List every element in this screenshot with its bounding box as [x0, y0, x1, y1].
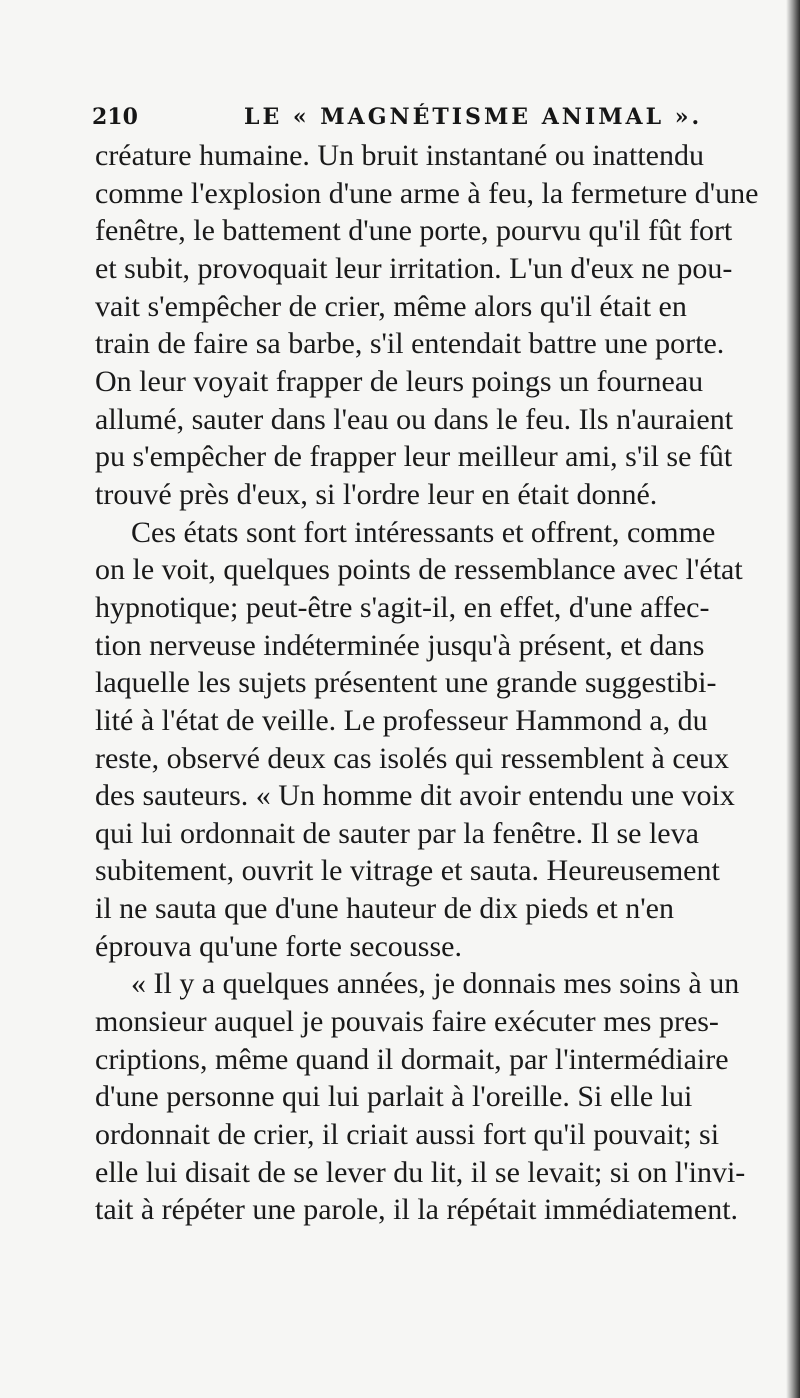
text-line: fenêtre, le battement d'une porte, pourvu qu'il fût fort [95, 214, 733, 248]
text-line: elle lui disait de se lever du lit, il se levait; si on l'invi- [95, 1155, 746, 1189]
text-line: pu s'empêcher de frapper leur meilleur ami, s'il se fût [95, 440, 733, 474]
text-line: laquelle les sujets présentent une grande suggestibi- [95, 666, 717, 700]
text-line: qui lui ordonnait de sauter par la fenêtre. Il se leva [95, 816, 699, 850]
body-text [95, 137, 785, 1229]
page-number: 210 [92, 104, 138, 130]
text-line: on le voit, quelques points de ressemblance avec l'état [95, 553, 743, 587]
text-line: reste, observé deux cas isolés qui ressemblent à ceux [95, 741, 729, 775]
paragraph-start-line: Ces états sont fort intéressants et offrent, comme [131, 515, 716, 549]
text-line: d'une personne qui lui parlait à l'oreille. Si elle lui [95, 1080, 693, 1114]
paragraph-start-line: « Il y a quelques années, je donnais mes soins à un [131, 967, 740, 1001]
text-line: hypnotique; peut-être s'agit-il, en effet, d'une affec- [95, 590, 710, 624]
text-line: train de faire sa barbe, s'il entendait battre une porte. [95, 327, 725, 361]
text-line: tion nerveuse indéterminée jusqu'à présent, et dans [95, 628, 705, 662]
text-line: comme l'explosion d'une arme à feu, la fermeture d'une [95, 176, 759, 210]
text-line: criptions, même quand il dormait, par l'intermédiaire [95, 1042, 729, 1076]
text-line: lité à l'état de veille. Le professeur Hammond a, du [95, 703, 708, 737]
text-line: subitement, ouvrit le vitrage et sauta. Heureusement [95, 854, 720, 888]
text-line: éprouva qu'une forte secousse. [95, 929, 462, 963]
text-line: On leur voyait frapper de leurs poings un fourneau [95, 364, 704, 398]
text-line: monsieur auquel je pouvais faire exécuter mes pres- [95, 1005, 719, 1039]
running-title: LE « MAGNÉTISME ANIMAL ». [244, 104, 703, 130]
text-line: des sauteurs. « Un homme dit avoir entendu une voix [95, 779, 735, 813]
text-line: trouvé près d'eux, si l'ordre leur en était donné. [95, 477, 658, 511]
text-line: vait s'empêcher de crier, même alors qu'il était en [95, 289, 687, 323]
text-line: tait à répéter une parole, il la répétait immédiatement. [95, 1193, 739, 1227]
text-line: créature humaine. Un bruit instantané ou inattendu [95, 139, 704, 172]
page-edge-shadow [786, 0, 800, 1398]
text-line: allumé, sauter dans l'eau ou dans le feu. Ils n'auraient [95, 402, 734, 436]
text-line: et subit, provoquait leur irritation. L'un d'eux ne pou- [95, 251, 733, 285]
text-line: ordonnait de crier, il criait aussi fort qu'il pouvait; si [95, 1118, 720, 1152]
text-line: il ne sauta que d'une hauteur de dix pieds et n'en [95, 892, 674, 926]
